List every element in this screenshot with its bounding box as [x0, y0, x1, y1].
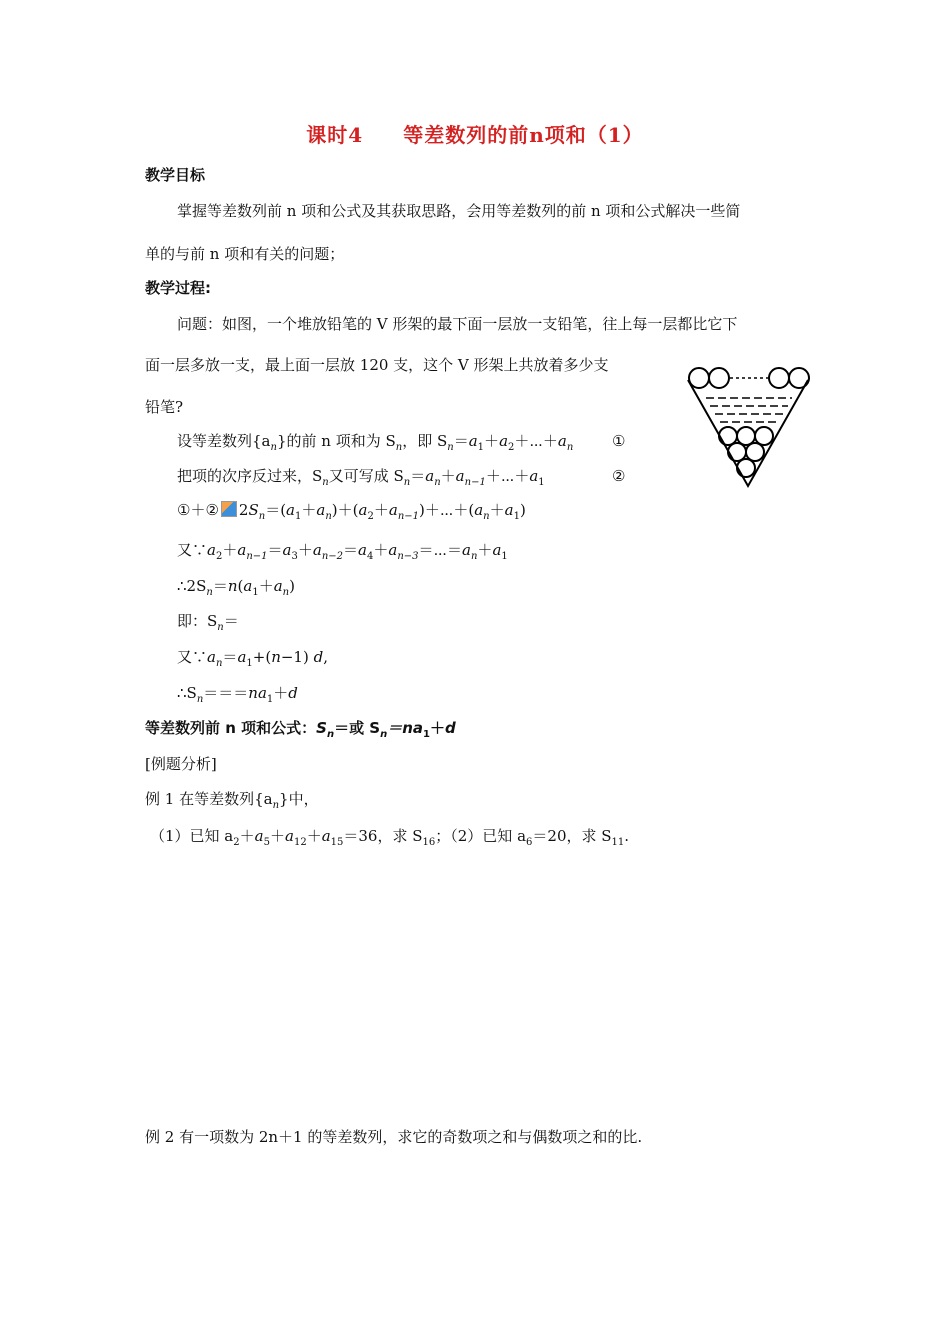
formula-line: 等差数列前 n 项和公式：$S_n=$或 $S_n=na_1+d$: [145, 719, 456, 740]
pencil-circle: [728, 443, 746, 461]
problem-line-3: 铅笔?: [145, 398, 184, 416]
pencil-circle: [746, 443, 764, 461]
page-title: [0, 125, 950, 145]
derivation-line-1: 设等差数列$\{a_n\}$的前 n 项和为 $S_n$，即 $S_n=a_1+a_2+\cdots+a_n$: [177, 432, 574, 453]
pencil-circle: [719, 427, 737, 445]
derivation-line-4: 又$\because a_2+a_{n-1}=a_3+a_{n-2}=a_4+a_{n-3}=\cdots=a_n+a_1$: [177, 541, 508, 562]
problem-line-1: 问题：如图，一个堆放铅笔的 V 形架的最下面一层放一支铅笔，往上每一层都比它下: [177, 315, 738, 333]
derivation-line-7: 又$\because a_n=a_1+(n-1)$ d,: [177, 648, 328, 669]
objectives-line-2: 单的与前 n 项和有关的问题；: [145, 245, 345, 263]
pencil-circle: [755, 427, 773, 445]
example-1-questions: （1）已知 $a_2+a_5+a_{12}+a_{15}=36$，求 $S_{16}$；（2）已知 $a_6=20$，求 $S_{11}$.: [150, 827, 630, 848]
example-2: 例 2 有一项数为 2n＋1 的等差数列，求它的奇数项之和与偶数项之和的比.: [145, 1128, 643, 1146]
pencil-circle: [769, 368, 789, 388]
v-rack-outline: [688, 380, 808, 486]
derivation-line-3: ①＋② $2S_n=(a_1+a_n)+(a_2+a_{n-1})+\cdots+(a_n+a_1)$: [177, 501, 526, 522]
pencil-circle: [789, 368, 809, 388]
example-1-intro: 例 1 在等差数列$\{a_n\}$中，: [145, 790, 319, 811]
derivation-line-5: $\therefore 2S_n=n(a_1+a_n)$: [177, 577, 295, 598]
derivation-line-2: 把项的次序反过来，$S_n$又可写成 $S_n=a_n+a_{n-1}+\cdots+a_1$: [177, 467, 545, 488]
pencil-circle: [709, 368, 729, 388]
problem-line-2: 面一层多放一支，最上面一层放 120 支，这个 V 形架上共放着多少支: [145, 356, 609, 374]
equation-marker-1: ①: [612, 432, 626, 450]
process-heading: 教学过程:: [145, 279, 211, 297]
pencil-rack-figure: [680, 366, 820, 491]
pencil-circle: [689, 368, 709, 388]
examples-heading: [例题分析]: [145, 755, 217, 773]
equation-marker-2: ②: [612, 467, 626, 485]
objectives-heading: 教学目标: [145, 166, 206, 184]
pencil-circle: [737, 427, 755, 445]
lesson-topic: 等差数列的前n项和（1）: [403, 123, 644, 147]
lesson-number: 课时4: [306, 123, 364, 147]
derivation-line-6: 即：$S_n=$: [177, 612, 239, 633]
objectives-line-1: 掌握等差数列前 n 项和公式及其获取思路，会用等差数列的前 n 项和公式解决一些简: [177, 202, 741, 220]
broken-image-icon: [221, 501, 237, 517]
derivation-line-8: $\therefore S_n===na_1+d$: [177, 684, 298, 705]
pencil-circle: [737, 459, 755, 477]
